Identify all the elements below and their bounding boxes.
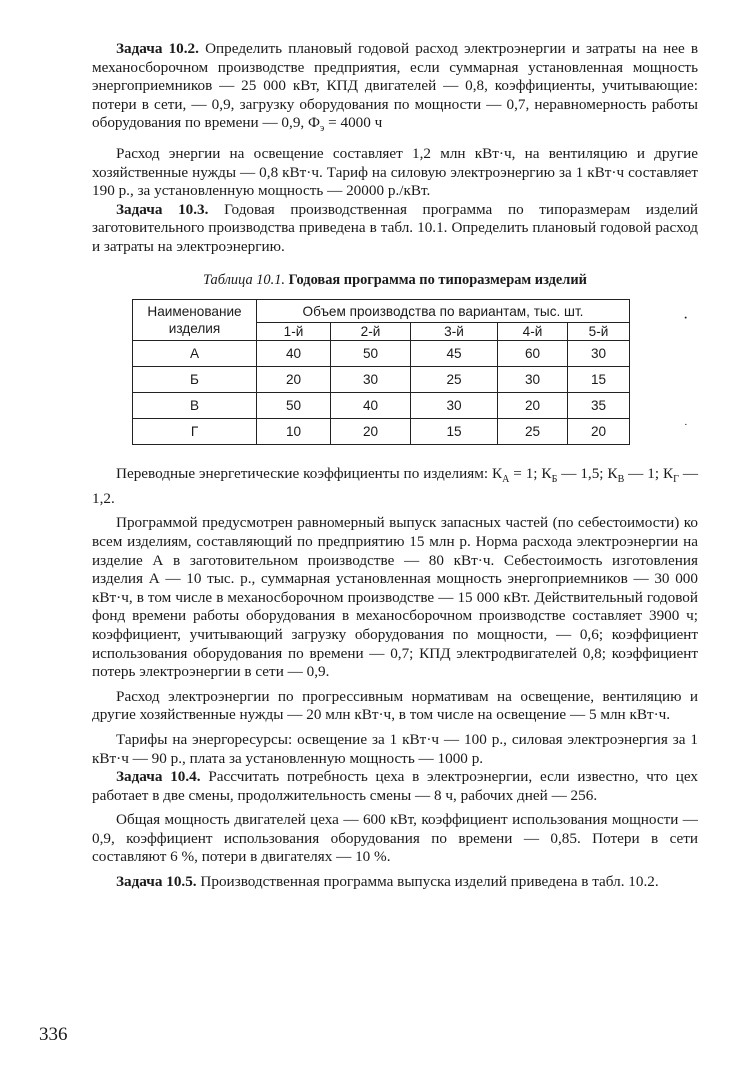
paragraph: Общая мощность двигателей цеха — 600 кВт, коэффициент использования мощности — 0,9, коэффициент использования оборудования по времени — 0,85. Потери в сети составляют 6 %, потери в двигателях — 10 %. [92,811,698,866]
table-row [133,367,630,393]
header-product-name: Наименование изделия [133,300,257,341]
caption-label: Таблица 10.1. [203,271,286,288]
value-cell: 30 [331,367,411,393]
subscript: Г [673,474,679,486]
value-cell: 40 [331,393,411,419]
paragraph: Расход электроэнергии по прогрессивным нормативам на освещение, вентиляцию и другие хозяйственные нужды — 20 млн кВт·ч, в том числе на освещение — 5 млн кВт·ч. [92,687,698,724]
paragraph: Расход энергии на освещение составляет 1,2 млн кВт·ч, на вентиляцию и другие хозяйственные нужды — 0,8 кВт·ч. Тариф на силовую электроэнергию за 1 кВт·ч составляет 190 р., за установленную мощность — 20000 р./кВт. [92,145,698,200]
header-variant: 4-й [498,323,568,341]
value-cell: 25 [411,367,498,393]
paragraph-text: Производственная программа выпуска изделий приведена в табл. 10.2. [196,873,659,891]
value-cell: 50 [331,341,411,367]
paragraph: Тарифы на энергоресурсы: освещение за 1 кВт·ч — 100 р., силовая электроэнергия за 1 кВт·ч — 90 р., плата за установленную мощность — 1000 р. [92,730,698,767]
value-cell: 15 [568,367,630,393]
value-cell: 15 [411,419,498,445]
value-cell: 20 [331,419,411,445]
task-10-3 [92,201,698,257]
product-cell: В [133,393,257,419]
product-cell: Г [133,419,257,445]
table-caption [92,271,698,290]
subscript: э [320,123,325,135]
product-cell: Б [133,367,257,393]
value-cell: 45 [411,341,498,367]
subscript: Б [551,474,558,486]
value-cell: 35 [568,393,630,419]
paragraph-text: Определить плановый годовой расход электроэнергии и затраты на нее в механосборочном производстве предприятия, если суммарная установленная мощность энергоприемников — 25 000 кВт, КПД двигателей — 0,8, коэффициенты, учитывающие: потери в сети, — 0,9, загрузку оборудования по мощности — 0,7, неравномерность работы оборудования по времени — 0,9, Ф [92,40,698,132]
paragraph-text: Переводные энергетические коэффициенты по изделиям: К [116,465,503,483]
subscript: В [617,474,625,486]
value-cell: 30 [411,393,498,419]
task-10-2 [92,40,698,139]
value-cell: 30 [498,367,568,393]
production-table [132,299,630,445]
header-variant: 2-й [331,323,411,341]
value-cell: 10 [257,419,331,445]
task-heading: Задача 10.3. [116,200,209,218]
paragraph-text: = 1; К [509,465,552,483]
page-body [92,40,698,892]
table-row [133,419,630,445]
value-cell: 30 [568,341,630,367]
task-heading: Задача 10.5. [116,873,197,891]
paragraph-text: — 1,5; К [557,465,618,483]
header-variant: 5-й [568,323,630,341]
scan-speck: · [684,419,688,431]
value-cell: 60 [498,341,568,367]
value-cell: 20 [257,367,331,393]
table-row [133,393,630,419]
paragraph-text: Рассчитать потребность цеха в электроэнергии, если известно, что цех работает в две смены, продолжительность смены — 8 ч, рабочих дней — 256. [92,768,698,804]
subscript: А [502,474,510,486]
task-10-4 [92,768,698,805]
header-variant: 1-й [257,323,331,341]
value-cell: 25 [498,419,568,445]
task-heading: Задача 10.4. [116,768,201,786]
page-number: 336 [39,1024,68,1045]
value-cell: 20 [568,419,630,445]
task-heading: Задача 10.2. [116,40,199,57]
header-volume: Объем производства по вариантам, тыс. шт. [257,300,630,323]
product-cell: А [133,341,257,367]
paragraph-text: = 4000 ч [324,114,383,132]
paragraph-text: — 1; К [624,465,674,483]
paragraph-text: — 1,2. [92,465,699,507]
value-cell: 40 [257,341,331,367]
paragraph-text: Годовая производственная программа по типоразмерам изделий заготовительного производства приведена в табл. 10.1. Определить плановый годовой расход и затраты на электроэнергию. [92,200,698,255]
coefficients-paragraph [92,465,698,508]
value-cell: 50 [257,393,331,419]
task-10-5 [92,873,698,892]
value-cell: 20 [498,393,568,419]
scan-speck: · [683,310,689,327]
paragraph: Программой предусмотрен равномерный выпуск запасных частей (по себестоимости) ко всем изделиям, составляющий по предприятию 15 млн р. Норма расхода электроэнергии на изделие А в заготовительном производстве — 80 кВт·ч. Себестоимость изготовления изделия А — 10 тыс. р., суммарная установленная мощность энергоприемников — 30 000 кВт·ч, в том числе в механосборочном производстве — 15 000 кВт. Действительный годовой фонд времени работы оборудования в механосборочном производстве составляет 3900 ч; коэффициент, учитывающий загрузку оборудования по мощности, — 0,6; коэффициент использования оборудования по времени — 0,7; КПД электродвигателей 0,8; коэффициент потерь электроэнергии в сети — 0,9. [92,514,698,681]
table-row [133,341,630,367]
header-variant: 3-й [411,323,498,341]
caption-title: Годовая программа по типоразмерам изделий [288,271,587,288]
